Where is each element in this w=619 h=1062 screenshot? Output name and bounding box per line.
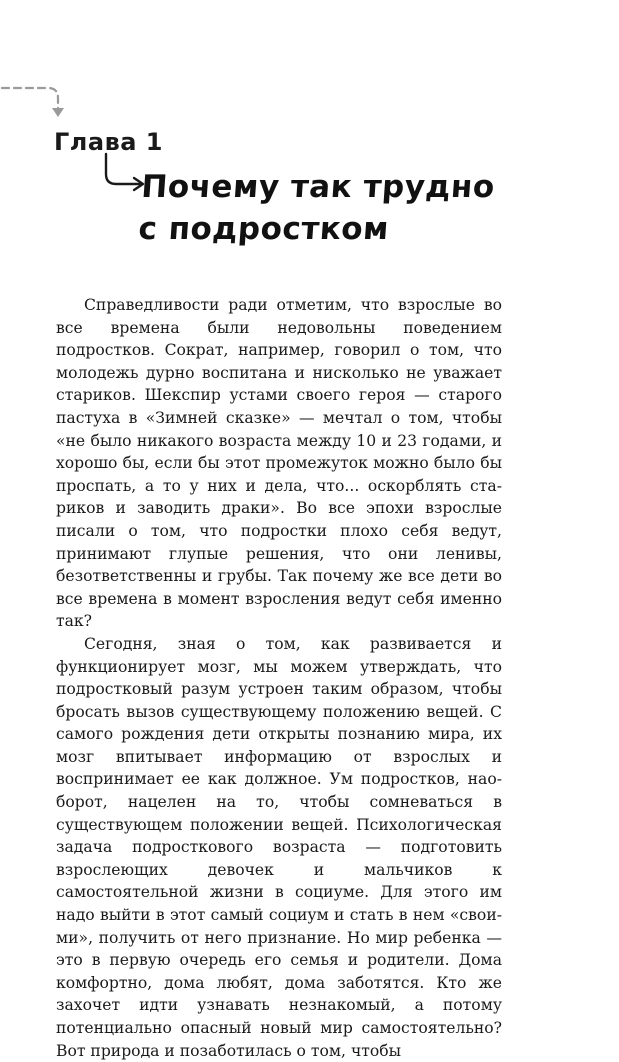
dashed-arrow-down-icon bbox=[0, 70, 90, 120]
paragraph: Сегодня, зная о том, как развивается и функционирует мозг, мы можем утверждать, что подростковый разум устроен таким образом, чтобы бросать вызов существующему положению вещей. С самого рождения дети открыты познанию мира, их мозг впитывает информацию от взрослых и воспринимает ее как должное. Ум подростков, наоборот, нацелен на то, чтобы сомневаться в существующем положении вещей. Психологическая задача подросткового возраста — подготовить взрослеющих девочек и мальчиков к самостоятельной жизни в социуме. Для этого им надо выйти в этот самый социум и стать в нем «своими», получить от него признание. Но мир ребенка — это в первую очередь его семья и родители. Дома комфортно, дома любят, дома заботятся. Кто же захочет идти узнавать незнакомый, а потому потенциально опасный новый мир самостоятельно? Вот природа и позаботилась о том, чтобы bbox=[56, 634, 502, 1060]
chapter-title-line-1: Почему так трудно bbox=[140, 169, 496, 205]
paragraph: Справедливости ради отметим, что взрослые во все времена были недовольны поведением подростков. Сократ, например, говорил о том, что молодежь дурно воспитана и нисколько не уважает стариков. Шекспир устами своего героя — старого пастуха в «Зимней сказке» — мечтал о том, чтобы «не было никакого возраста между 10 и 23 годами, и хорошо бы, если бы этот промежуток можно было бы проспать, а то у них и дела, что... оскорблять стариков и заводить драки». Во все эпохи взрослые писали о том, что подростки плохо себя ведут, принимают глупые решения, что они ленивы, безответственны и грубы. Так почему же все дети во все времена в момент взросления ведут себя именно так? bbox=[56, 296, 502, 631]
chapter-title bbox=[137, 166, 583, 250]
chapter-title-line-2: с подростком bbox=[137, 211, 391, 247]
chapter-label: Глава 1 bbox=[54, 128, 164, 156]
body-text bbox=[56, 294, 502, 1062]
